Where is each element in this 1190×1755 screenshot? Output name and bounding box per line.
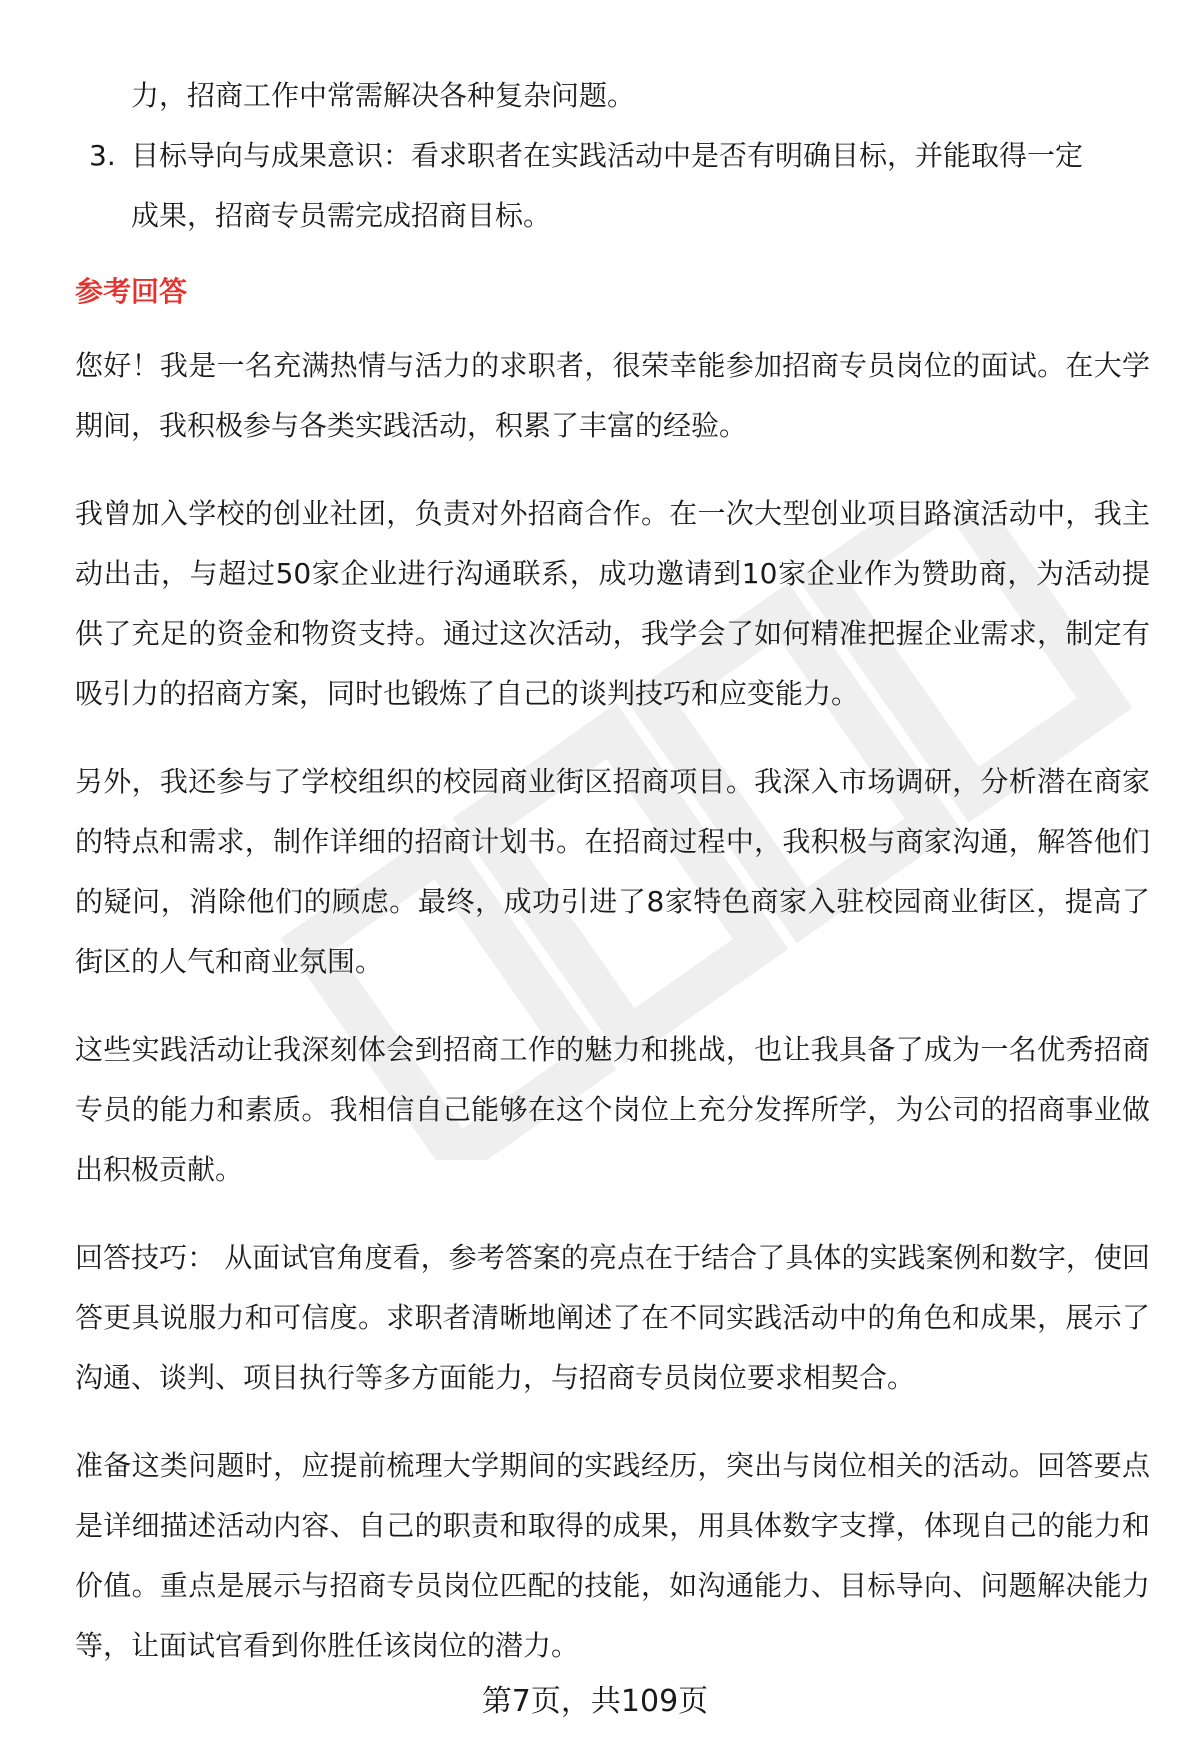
- document-body: [75, 66, 1150, 1676]
- paragraph-summary: 这些实践活动让我深刻体会到招商工作的魅力和挑战，也让我具备了成为一名优秀招商专员的能力和素质。我相信自己能够在这个岗位上充分发挥所学，为公司的招商事业做出积极贡献。: [75, 1033, 1150, 1186]
- paragraph-greeting: 您好！我是一名充满热情与活力的求职者，很荣幸能参加招商专员岗位的面试。在大学期间，我积极参与各类实践活动，积累了丰富的经验。: [75, 349, 1150, 442]
- paragraph-answer-tips: 回答技巧： 从面试官角度看，参考答案的亮点在于结合了具体的实践案例和数字，使回答更具说服力和可信度。求职者清晰地阐述了在不同实践活动中的角色和成果，展示了沟通、谈判、项目执行等多方面能力，与招商专员岗位要求相契合。: [75, 1241, 1150, 1394]
- list-number: 3.: [89, 139, 116, 172]
- criteria-item-3: [75, 126, 1150, 186]
- paragraph-club-experience: 我曾加入学校的创业社团，负责对外招商合作。在一次大型创业项目路演活动中，我主动出击，与超过50家企业进行沟通联系，成功邀请到10家企业作为赞助商，为活动提供了充足的资金和物资支持。通过这次活动，我学会了如何精准把握企业需求，制定有吸引力的招商方案，同时也锻炼了自己的谈判技巧和应变能力。: [75, 497, 1150, 710]
- reference-answer-heading: 参考回答: [75, 275, 188, 308]
- paragraph-preparation-advice: 准备这类问题时，应提前梳理大学期间的实践经历，突出与岗位相关的活动。回答要点是详细描述活动内容、自己的职责和取得的成果，用具体数字支撑，体现自己的能力和价值。重点是展示与招商专员岗位匹配的技能，如沟通能力、目标导向、问题解决能力等，让面试官看到你胜任该岗位的潜力。: [75, 1449, 1150, 1662]
- criteria-item-continuation: 成果，招商专员需完成招商目标。: [131, 199, 552, 232]
- criteria-item-text: 目标导向与成果意识：看求职者在实践活动中是否有明确目标，并能取得一定: [131, 139, 1084, 172]
- page-footer: 第7页，共109页: [481, 1684, 709, 1719]
- intro-continuation: 力，招商工作中常需解决各种复杂问题。: [131, 79, 636, 112]
- paragraph-campus-project: 另外，我还参与了学校组织的校园商业街区招商项目。我深入市场调研，分析潜在商家的特点和需求，制作详细的招商计划书。在招商过程中，我积极与商家沟通，解答他们的疑问，消除他们的顾虑。最终，成功引进了8家特色商家入驻校园商业街区，提高了街区的人气和商业氛围。: [75, 765, 1150, 978]
